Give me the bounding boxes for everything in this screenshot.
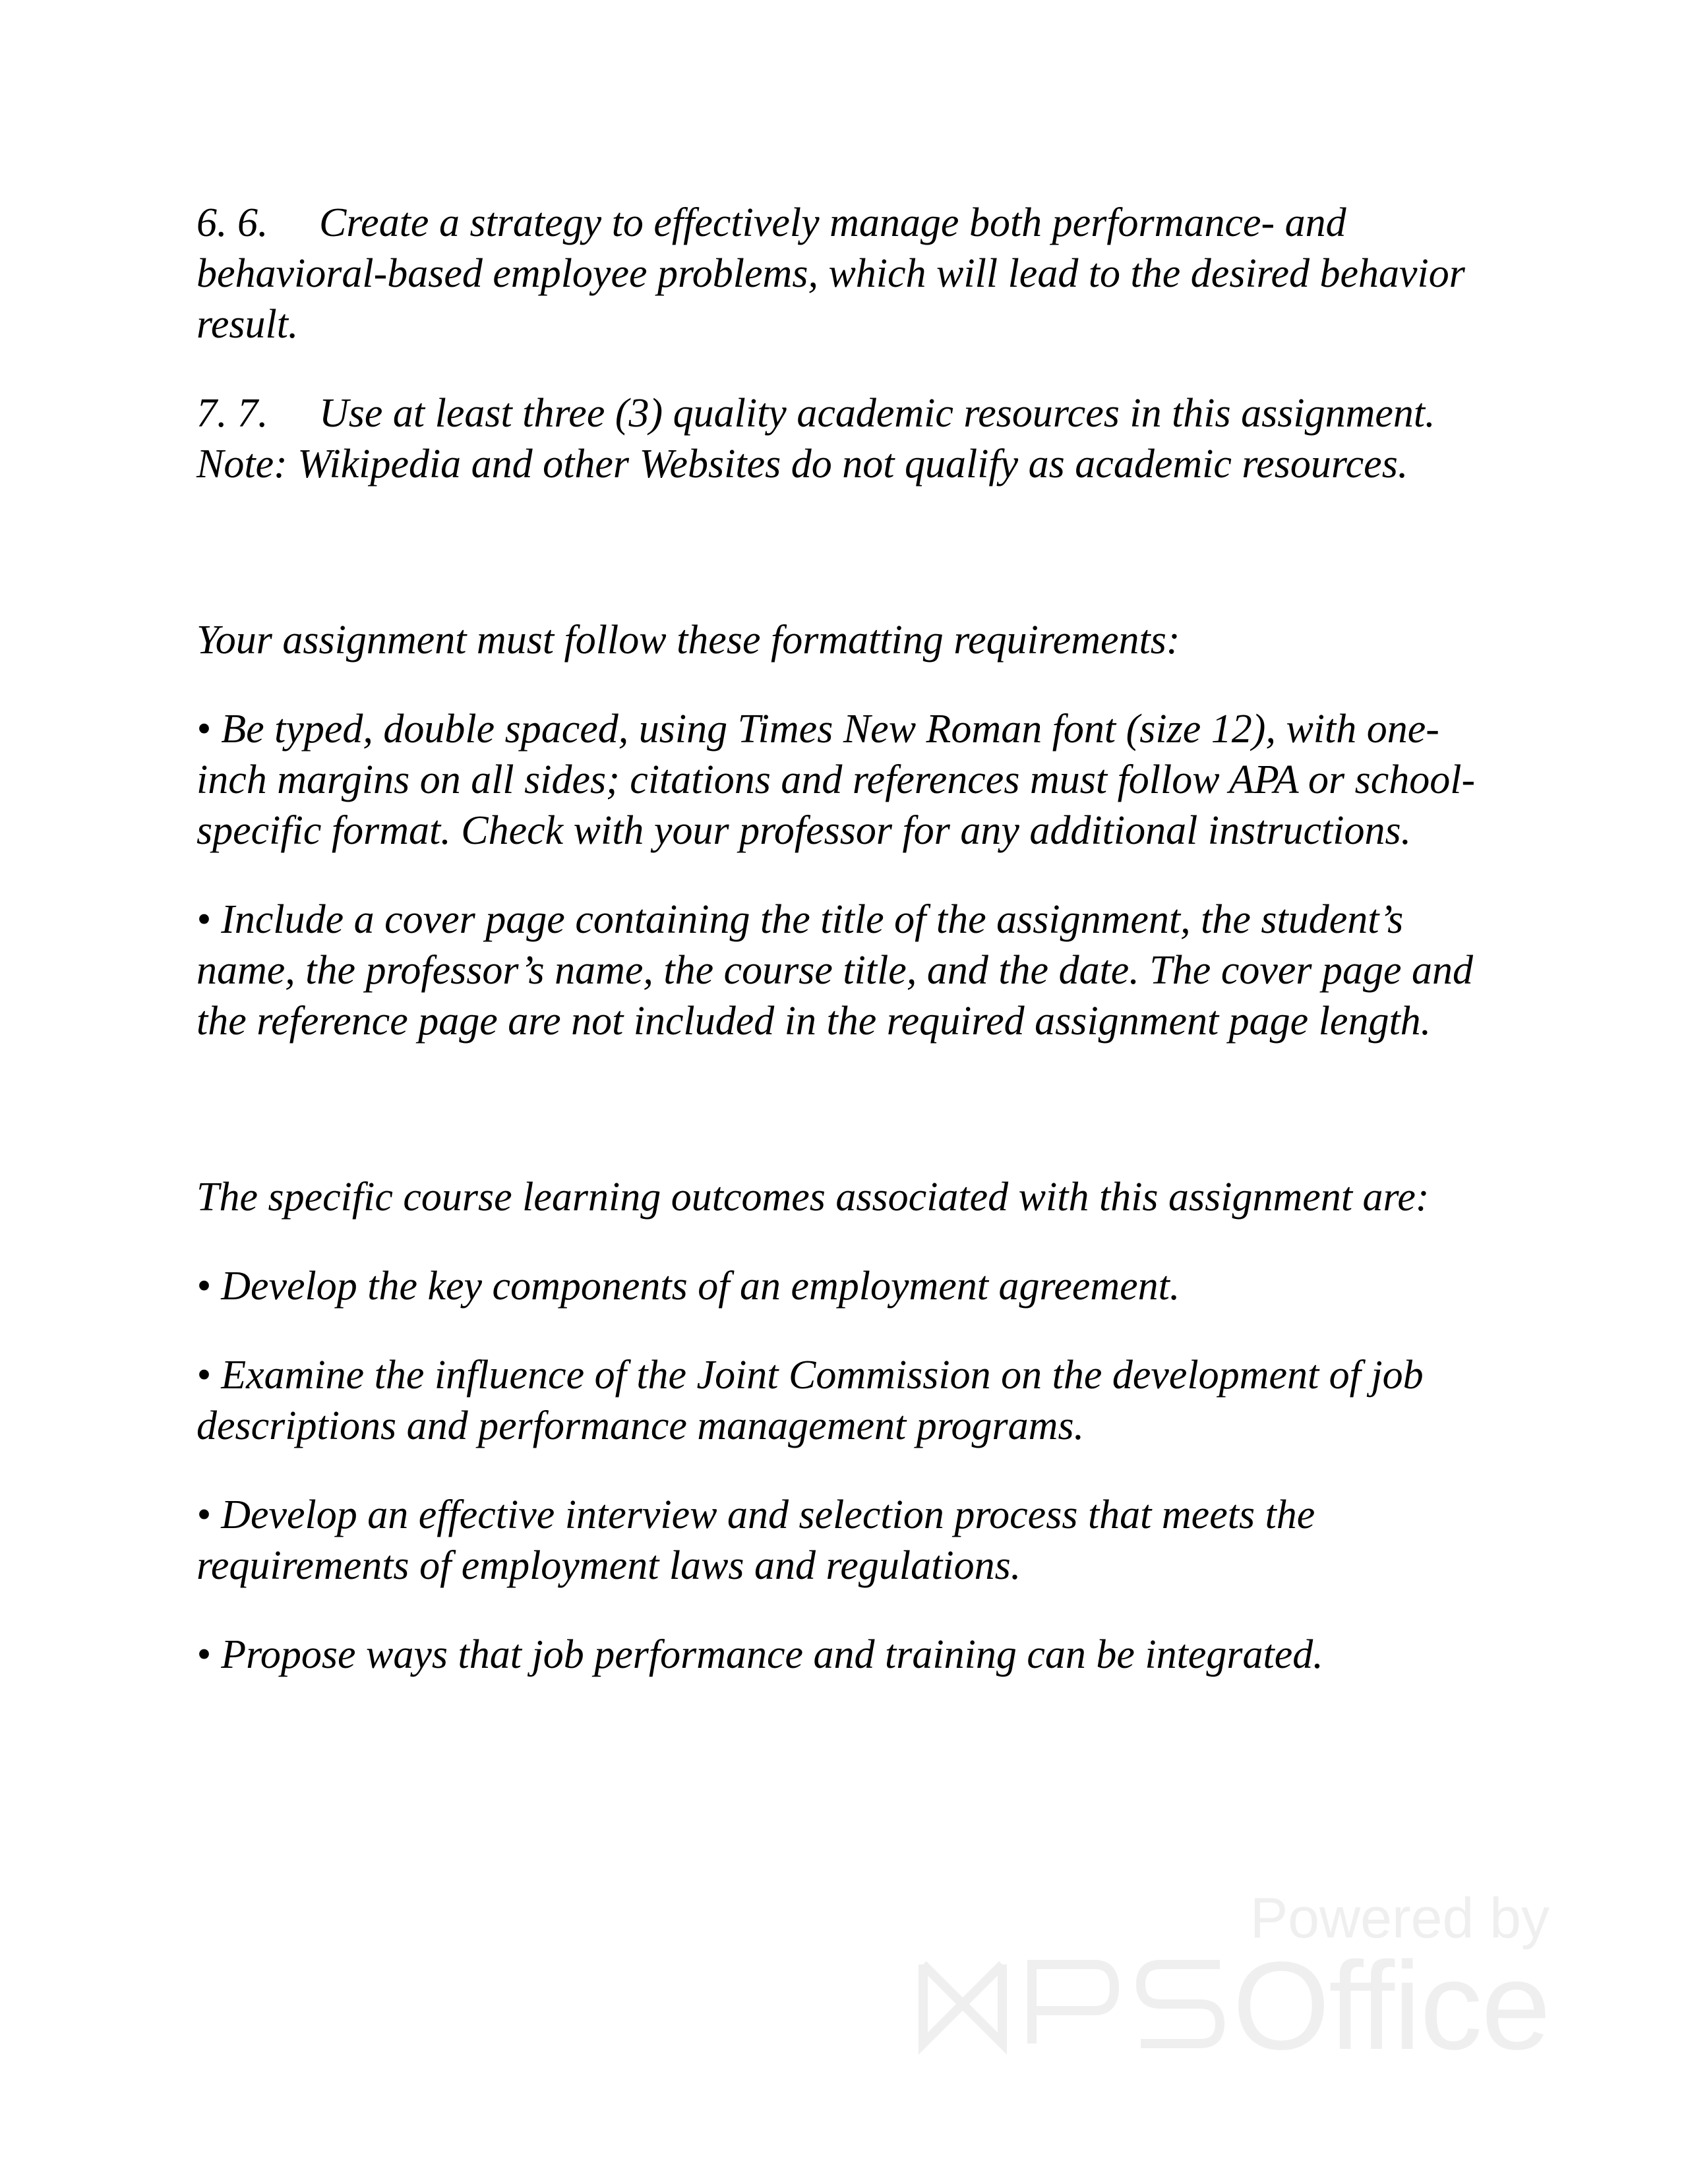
watermark-powered-by: Powered by [1250, 1887, 1550, 1950]
spacer [196, 1085, 1489, 1172]
formatting-heading: Your assignment must follow these formatting requirements: [196, 618, 1180, 663]
wps-office-watermark [917, 1885, 1550, 2076]
watermark-office: Office [1232, 1936, 1550, 2076]
spacer [196, 528, 1489, 615]
outcome-bullet: • Develop an effective interview and selection process that meets the requirements of employment laws and regulations. [196, 1492, 1315, 1588]
outcome-bullet: • Examine the influence of the Joint Commission on the development of job descriptions and performance management programs. [196, 1353, 1424, 1448]
item-text: Use at least three (3) quality academic resources in this assignment. Note: Wikipedia and other Websites do not qualify as academic resources. [196, 391, 1435, 487]
outcome-bullet: • Develop the key components of an employment agreement. [196, 1264, 1180, 1309]
document-body [196, 198, 1489, 1719]
item-number: 7. 7. [196, 391, 268, 436]
outcomes-heading: The specific course learning outcomes associated with this assignment are: [196, 1175, 1430, 1220]
item-text: Create a strategy to effectively manage both performance- and behavioral-based employee problems, which will lead to the desired behavior result. [196, 200, 1465, 347]
item-number: 6. 6. [196, 200, 268, 245]
outcome-bullet: • Propose ways that job performance and training can be integrated. [196, 1632, 1323, 1677]
numbered-item-6 [196, 198, 1489, 350]
numbered-item-7 [196, 388, 1489, 490]
formatting-bullet: • Include a cover page containing the title of the assignment, the student’s name, the professor’s name, the course title, and the date. The cover page and the reference page are not included in the required assignment page length. [196, 897, 1474, 1044]
formatting-bullet: • Be typed, double spaced, using Times New Roman font (size 12), with one-inch margins on all sides; citations and references must follow APA or school-specific format. Check with your professor for any additional instructions. [196, 707, 1476, 853]
